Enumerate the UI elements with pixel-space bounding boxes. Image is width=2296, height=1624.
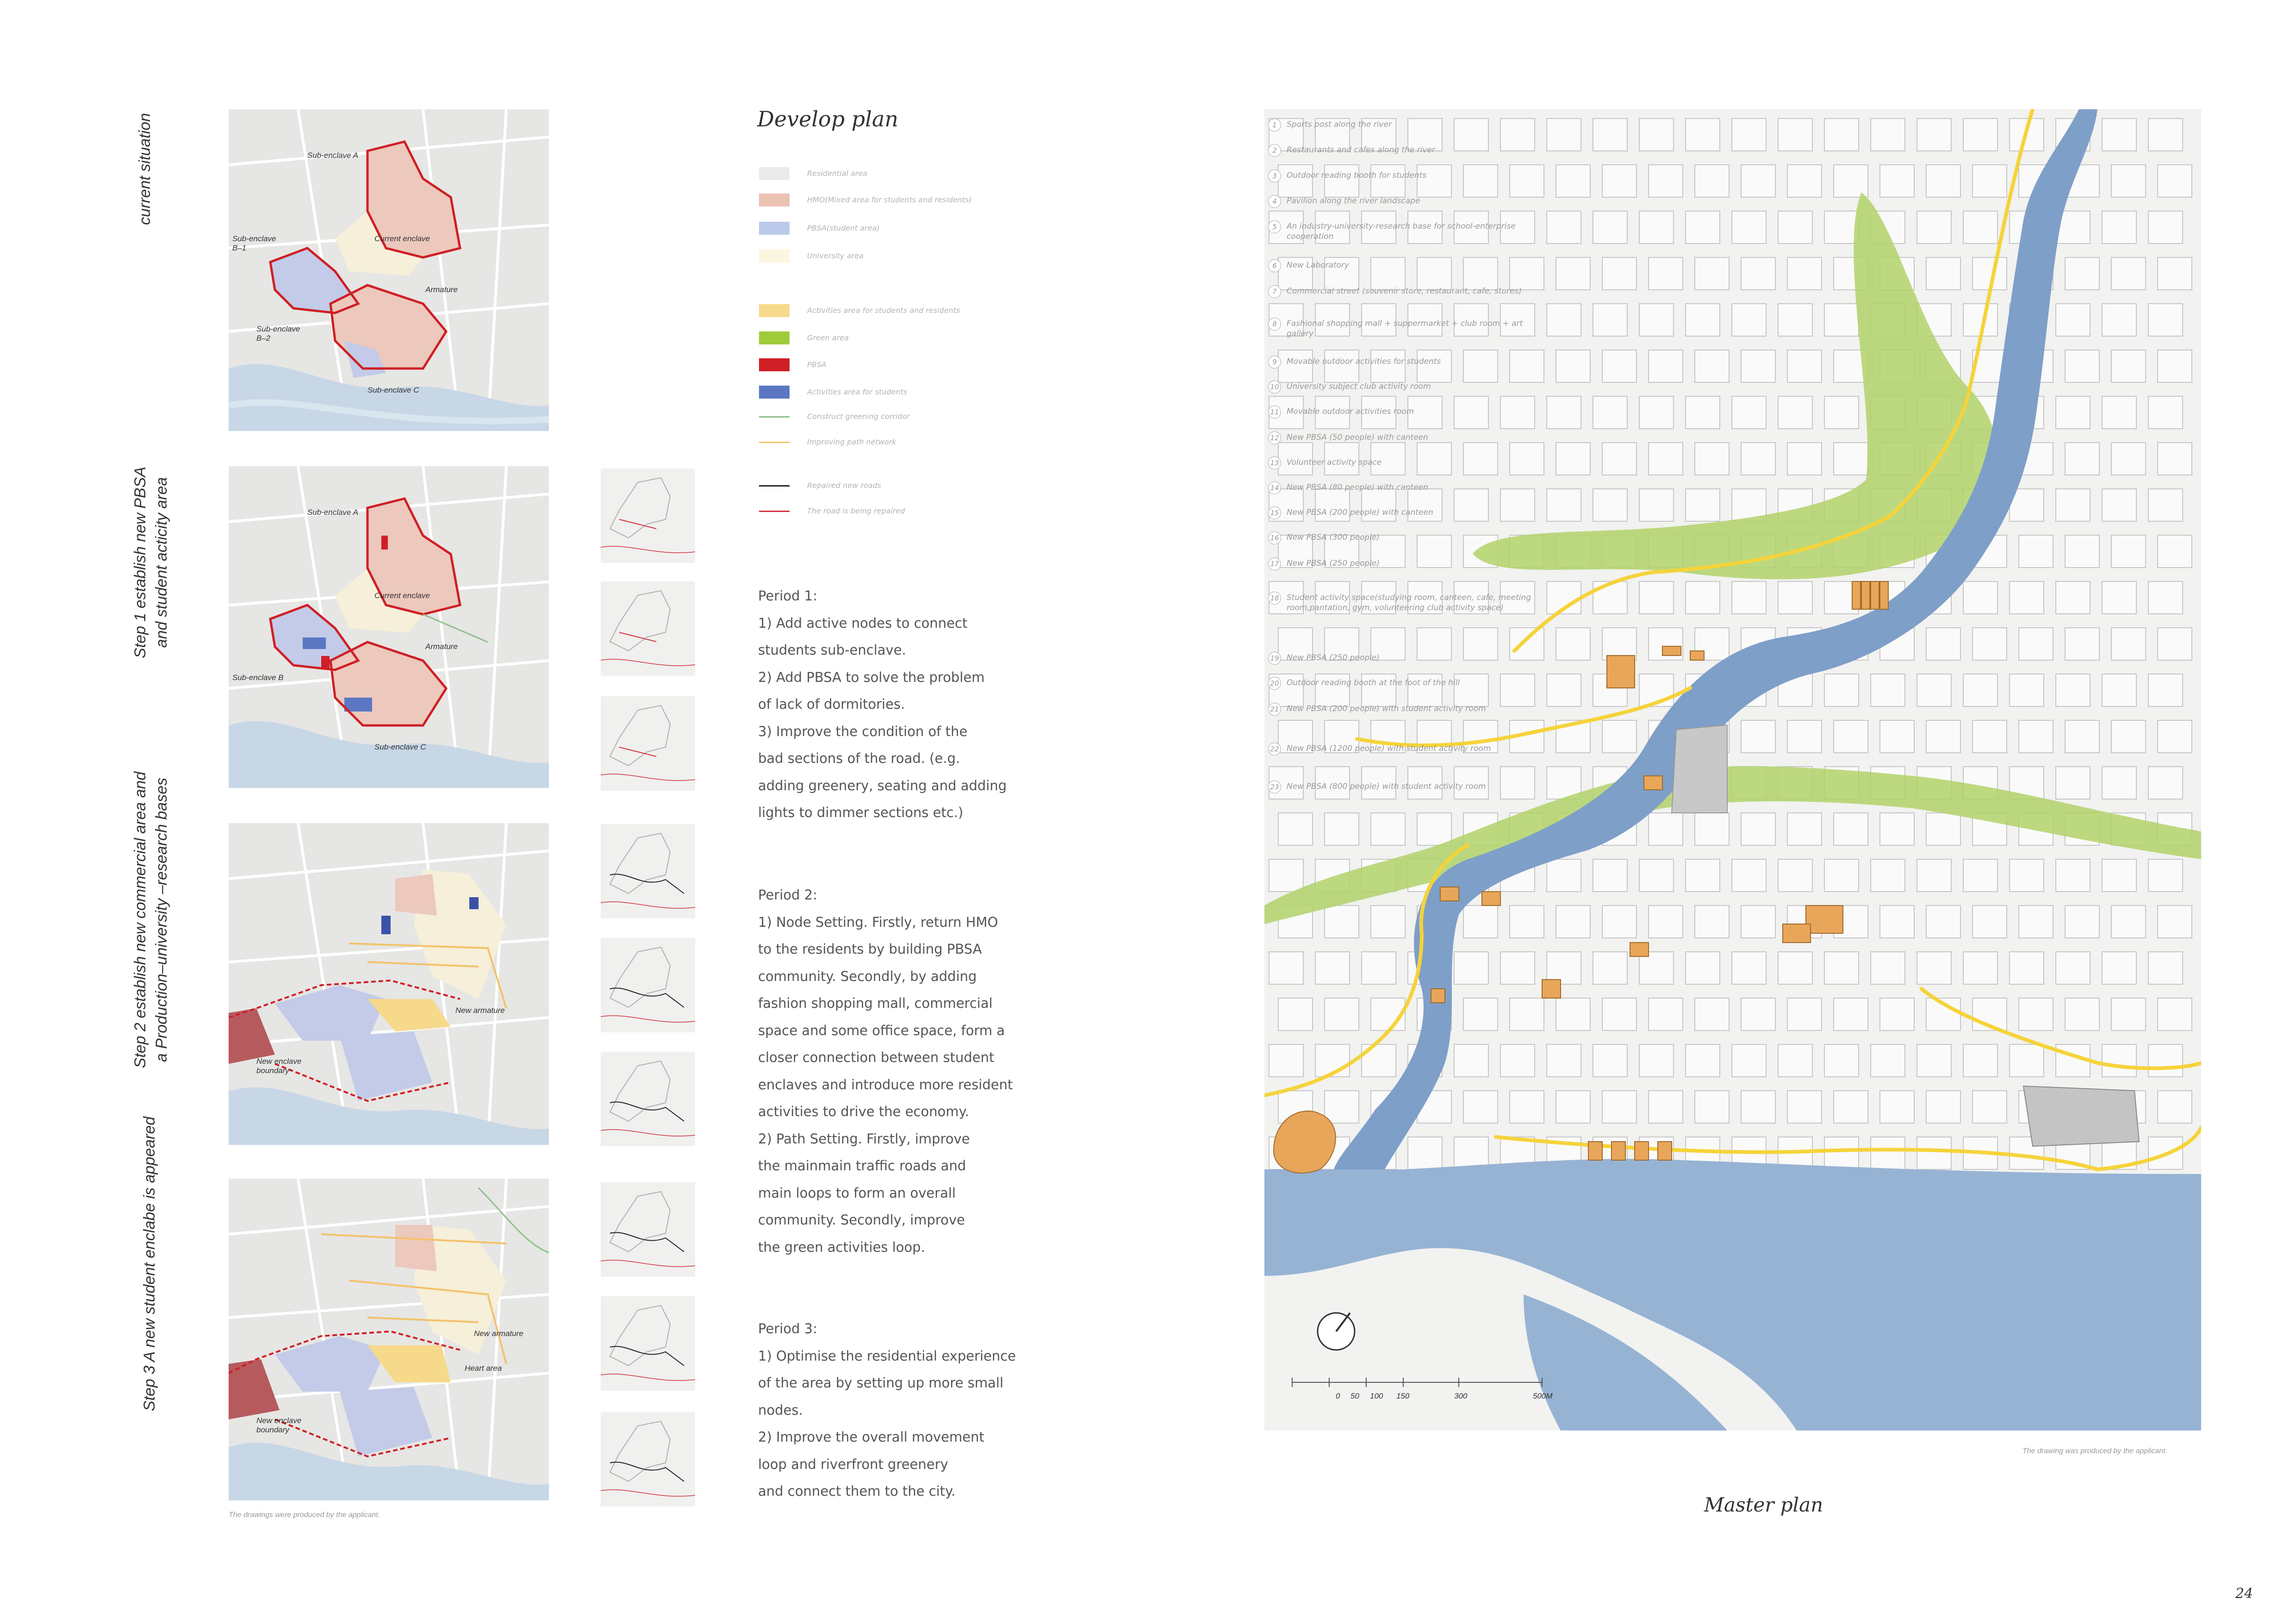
item-description: Fashional shopping mall + suppermarket + club room + art gallery: [1287, 319, 1523, 338]
map1-label-5: Sub-enclave C: [374, 743, 426, 751]
item-number-badge: 2: [1268, 144, 1281, 157]
item-description: Restaurants and cafes along the river: [1287, 145, 1435, 155]
legend-pbsa-area: PBSA(student area): [759, 222, 1083, 236]
map2-label-3: boundary: [256, 1066, 289, 1075]
thumbnail-map: [601, 1412, 695, 1506]
master-plan-item: [1268, 285, 1546, 298]
item-description: Commercial street (souvenir store, restaurant, cafe, stores): [1287, 287, 1522, 296]
item-number-badge: 20: [1268, 677, 1281, 690]
item-number-badge: 16: [1268, 531, 1281, 544]
master-plan-item: [1268, 144, 1546, 157]
item-description: Outdoor reading booth for students: [1287, 171, 1427, 180]
legend-residential: Residential area: [759, 167, 1083, 181]
thumbnail-map: [601, 581, 695, 676]
item-number-badge: 23: [1268, 781, 1281, 793]
scale-tick-50: 50: [1350, 1392, 1359, 1400]
item-description: New PBSA (250 people): [1287, 559, 1380, 568]
step-label-1: Step 1 establish new PBSA and student acticity area: [131, 467, 170, 658]
map3-label-3: New enclave: [256, 1416, 302, 1425]
item-description: New PBSA (300 people): [1287, 533, 1380, 542]
scale-tick-500: 500M: [1533, 1392, 1553, 1400]
item-description: New PBSA (80 people) with canteen: [1287, 483, 1428, 492]
period-1-text: Period 1: 1) Add active nodes to connect students sub-enclave. 2) Add PBSA to solve the problem of lack of dormitories. 3) Improve the condition of the bad sections of the road. (e.g. adding greenery, seating and adding lights to dimmer sections etc.): [758, 588, 1007, 820]
master-plan-item: [1268, 481, 1546, 494]
item-number-badge: 4: [1268, 195, 1281, 208]
master-plan-title: Master plan: [1704, 1493, 1823, 1516]
map1-label-4: Sub-enclave B: [232, 673, 284, 682]
scale-tick-300: 300: [1454, 1392, 1468, 1400]
thumbnail-map: [601, 938, 695, 1032]
item-number-badge: 17: [1268, 557, 1281, 570]
map-current-situation: [229, 109, 549, 431]
master-plan-item: [1268, 406, 1546, 418]
master-plan-item: [1268, 781, 1546, 793]
item-description: New PBSA (200 people) with student activity room: [1287, 704, 1486, 713]
master-plan-item: [1268, 703, 1546, 716]
item-number-badge: 18: [1268, 592, 1281, 605]
item-description: Student activity space(studying room, canteen, cafe, meeting room,pantation, gym, volunteering club activity space): [1287, 593, 1531, 612]
item-number-badge: 8: [1268, 318, 1281, 331]
legend-hmo: HMO(Mixed area for students and residents): [759, 194, 1083, 207]
thumbnail-map: [601, 1296, 695, 1391]
item-number-badge: 5: [1268, 220, 1281, 233]
map3-label-1: New armature: [474, 1329, 523, 1338]
map0-label-6: Sub-enclave: [256, 325, 300, 333]
master-plan-map: [1264, 109, 2201, 1430]
master-plan-item: [1268, 557, 1546, 570]
item-number-badge: 19: [1268, 652, 1281, 665]
item-description: New PBSA (1200 people) with student activity room: [1287, 744, 1491, 753]
master-plan-item: [1268, 259, 1546, 272]
item-description: Volunteer activity space: [1287, 458, 1382, 467]
item-number-badge: 1: [1268, 119, 1281, 131]
item-description: Movable outdoor activities room: [1287, 407, 1414, 416]
map0-label-8: Sub-enclave C: [367, 386, 419, 394]
master-plan-item: [1268, 677, 1546, 690]
item-number-badge: 15: [1268, 506, 1281, 519]
map1-label-3: Armature: [425, 642, 458, 651]
scale-tick-150: 150: [1396, 1392, 1410, 1400]
map2-label-2: New enclave: [256, 1057, 302, 1066]
master-plan-item: [1268, 531, 1546, 544]
item-number-badge: 10: [1268, 381, 1281, 394]
map2-label-1: New armature: [455, 1006, 505, 1015]
master-plan-item: [1268, 652, 1546, 665]
step-label-current: current situation: [136, 113, 154, 225]
item-description: Pavilion along the river landscape: [1287, 196, 1420, 206]
scale-tick-0: 0: [1336, 1392, 1340, 1400]
legend-road-repaired: The road is being repaired: [759, 505, 1083, 518]
master-plan-item: [1268, 220, 1546, 242]
master-plan-credit: The drawing was produced by the applicant.: [2022, 1447, 2168, 1455]
thumbnail-map: [601, 1052, 695, 1146]
master-plan-item: [1268, 381, 1546, 394]
item-number-badge: 14: [1268, 481, 1281, 494]
item-number-badge: 11: [1268, 406, 1281, 418]
scale-tick-100: 100: [1370, 1392, 1383, 1400]
period-2-text: Period 2: 1) Node Setting. Firstly, return HMO to the residents by building PBSA community. Secondly, by adding fashion shopping mall, commercial space and some office space, form a closer connection between student enclaves and introduce more resident activities to drive the economy. 2) Path Setting. Firstly, improve the mainmain traffic roads and main loops to form an overall community. Secondly, improve the green activities loop.: [758, 887, 1013, 1255]
item-description: New PBSA (250 people): [1287, 653, 1380, 662]
item-description: Movable outdoor activities for students: [1287, 357, 1441, 366]
page-number: 24: [2235, 1586, 2253, 1602]
thumbnail-map: [601, 1182, 695, 1277]
develop-plan-title: Develop plan: [757, 106, 898, 131]
item-description: Outdoor reading booth at the foot of the hill: [1287, 678, 1460, 687]
map0-label-7: B–2: [256, 334, 271, 343]
master-plan-item: [1268, 592, 1546, 613]
master-plan-item: [1268, 195, 1546, 208]
master-plan-item: [1268, 318, 1546, 339]
item-number-badge: 13: [1268, 456, 1281, 469]
map3-label-4: boundary: [256, 1425, 289, 1434]
step-label-3: Step 3 A new student enclabe is appeared: [141, 1116, 158, 1412]
item-description: An industry-university-research base for school-enterprise cooperation: [1287, 222, 1516, 241]
map3-label-2: Heart area: [465, 1364, 502, 1373]
map0-label-3: Sub-enclave: [232, 234, 276, 243]
map1-label-2: Current enclave: [374, 591, 430, 600]
legend-greening-corridor: Construct greening corridor: [759, 410, 1083, 424]
map-step-3: [229, 1179, 549, 1500]
item-number-badge: 22: [1268, 743, 1281, 756]
master-plan-item: [1268, 119, 1546, 131]
master-plan-item: [1268, 456, 1546, 469]
legend-path-network: Improving path network: [759, 436, 1083, 450]
item-number-badge: 6: [1268, 259, 1281, 272]
item-description: New PBSA (200 people) with canteen: [1287, 508, 1433, 517]
item-description: New PBSA (50 people) with canteen: [1287, 433, 1428, 442]
step-label-2: Step 2 establish new commercial area and a Production–university –research bases: [131, 771, 170, 1068]
map-step-2: [229, 823, 549, 1145]
item-description: New Laboratory: [1287, 261, 1350, 270]
map0-label-4: B–1: [232, 244, 247, 252]
thumbnail-map: [601, 468, 695, 563]
master-plan-item: [1268, 431, 1546, 444]
item-number-badge: 21: [1268, 703, 1281, 716]
legend-student-activities: Activities area for students: [759, 386, 1083, 400]
item-number-badge: 9: [1268, 356, 1281, 369]
item-number-badge: 12: [1268, 431, 1281, 444]
legend-activities: Activities area for students and residents: [759, 304, 1083, 318]
left-credit: The drawings were produced by the applicant.: [229, 1511, 380, 1519]
map0-label-2: Current enclave: [374, 234, 430, 243]
map0-label-1: Sub-enclave A: [307, 151, 358, 160]
master-plan-item: [1268, 743, 1546, 756]
item-number-badge: 7: [1268, 285, 1281, 298]
master-plan-item: [1268, 506, 1546, 519]
item-description: University subject club activity room: [1287, 382, 1431, 391]
legend-pbsa: PBSA: [759, 358, 1083, 372]
master-plan-item: [1268, 356, 1546, 369]
master-plan-item: [1268, 169, 1546, 182]
map-step-1: [229, 466, 549, 788]
map0-label-5: Armature: [425, 285, 458, 294]
item-description: New PBSA (800 people) with student activity room: [1287, 782, 1486, 791]
thumbnail-map: [601, 696, 695, 791]
thumbnail-map: [601, 824, 695, 918]
map1-label-1: Sub-enclave A: [307, 508, 358, 517]
legend-green: Green area: [759, 331, 1083, 345]
period-3-text: Period 3: 1) Optimise the residential experience of the area by setting up more small nodes. 2) Improve the overall movement loop and riverfront greenery and connect them to the city.: [758, 1321, 1016, 1499]
item-description: Sports post along the river: [1287, 120, 1392, 129]
legend-university: University area: [759, 250, 1083, 263]
item-number-badge: 3: [1268, 169, 1281, 182]
legend-new-roads: Repaired new roads: [759, 479, 1083, 493]
